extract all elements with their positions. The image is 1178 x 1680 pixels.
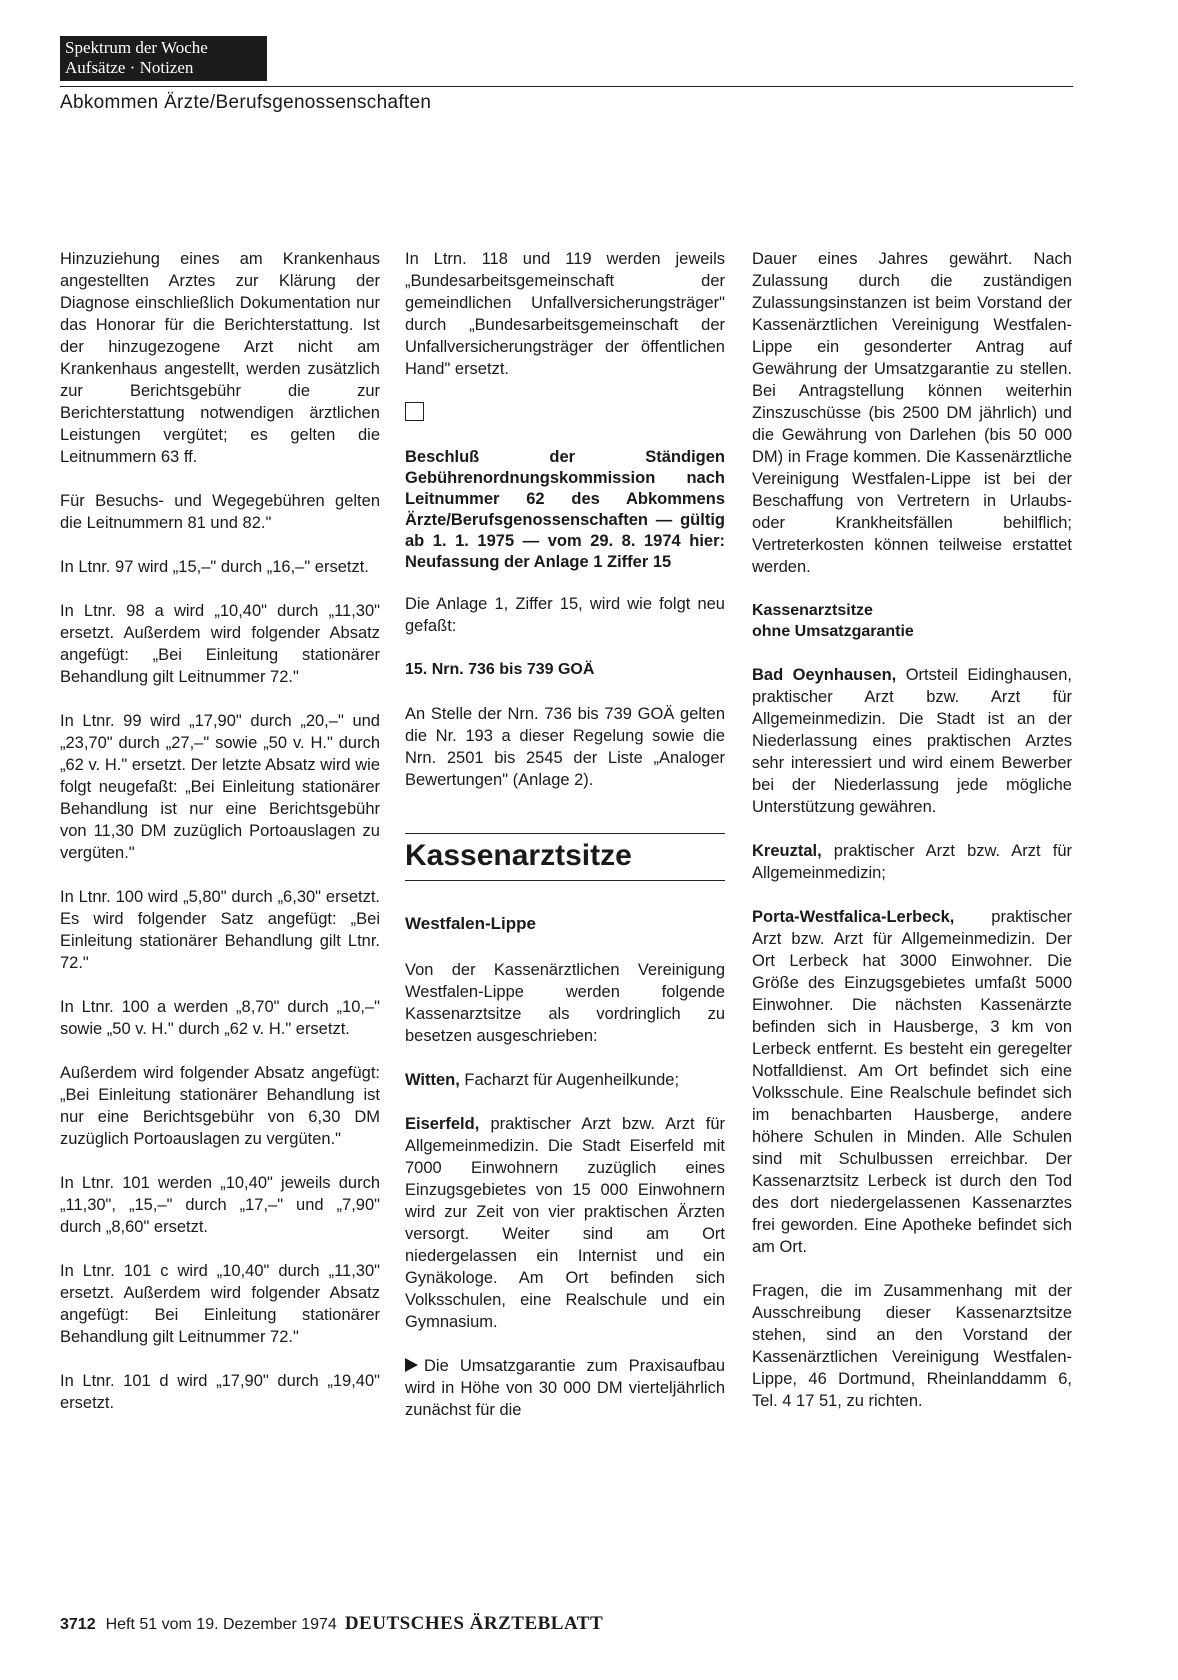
paragraph: In Ltnr. 100 a werden „8,70" durch „10,–" sowie „50 v. H." durch „62 v. H." ersetzt. — [60, 998, 380, 1038]
place-name: Kreuztal, — [752, 842, 822, 860]
place-name: Porta-Westfalica-Lerbeck, — [752, 908, 955, 926]
listing-text: praktischer Arzt bzw. Arzt für Allgemeinmedizin. Die Stadt Eiserfeld mit 7000 Einwohnern zuzüglich eines Einzugsgebietes von 15 000 Einwohnern wird zur Zeit von vier praktischen Ärzten versorgt. Weiter sind am Ort niedergelassen ein Internist und ein Gynäkologe. Am Ort befinden sich Volksschulen, eine Realschule und ein Gymnasium. — [405, 1115, 725, 1331]
paragraph: In Ltnr. 99 wird „17,90" durch „20,–" und „23,70" durch „27,–" sowie „50 v. H." durch „62 v. H." ersetzt. Der letzte Absatz wird wie folgt neugefaßt: „Bei Einleitung stationärer Behandlung ist nur eine Berichtsgebühr von 11,30 DM zuzüglich Portoauslagen zu vergüten." — [60, 712, 380, 862]
paragraph: Für Besuchs- und Wegegebühren gelten die Leitnummern 81 und 82." — [60, 492, 380, 532]
paragraph: In Ltnr. 97 wird „15,–" durch „16,–" ersetzt. — [60, 558, 369, 576]
place-name: Eiserfeld, — [405, 1115, 480, 1133]
listing-porta-westfalica — [752, 906, 1072, 1258]
page-section-title: Abkommen Ärzte/Berufsgenossenschaften — [60, 92, 432, 113]
paragraph: Dauer eines Jahres gewährt. Nach Zulassung durch die zuständigen Zulassungsinstanzen ist beim Vorstand der Kassenärztlichen Vereinigung Westfalen-Lippe ein gesonderter Antrag auf Gewährung der Umsatzgarantie zu stellen. Bei Antragstellung können weiterhin Zinszuschüsse (bis 2500 DM jährlich) und die Gewährung von Darlehen (bis 50 000 DM) in Frage kommen. Die Kassenärztliche Vereinigung Westfalen-Lippe ist bei der Beschaffung von Vertretern in Urlaubs- oder Krankheitsfällen behilflich; Vertreterkosten können teilweise erstattet werden. — [752, 250, 1072, 576]
page-number: 3712 — [60, 1616, 96, 1633]
heading-line: Kassenarztsitze — [752, 602, 873, 619]
paragraph-text: Die Umsatzgarantie zum Praxisaufbau wird in Höhe von 30 000 DM vierteljährlich zunächst für die — [405, 1357, 725, 1419]
column-3 — [752, 248, 1072, 1434]
heading-line: ohne Umsatzgarantie — [752, 623, 914, 640]
triangle-bullet-icon — [405, 1358, 418, 1372]
section-rule-bottom — [405, 880, 725, 881]
paragraph — [405, 1355, 725, 1421]
issue-info: Heft 51 vom 19. Dezember 1974 — [105, 1616, 337, 1633]
listing-kreuztal — [752, 840, 1072, 884]
section-label-box — [60, 36, 267, 81]
kassenarztsitze-section-header — [405, 833, 725, 881]
region-heading: Westfalen-Lippe — [405, 914, 536, 933]
paragraph: Die Anlage 1, Ziffer 15, wird wie folgt neu gefaßt: — [405, 595, 725, 635]
listing-text: praktischer Arzt bzw. Arzt für Allgemeinmedizin; — [752, 842, 1072, 882]
header-divider — [60, 86, 1073, 87]
end-of-article-box-icon — [405, 402, 424, 421]
listing-text: Facharzt für Augenheilkunde; — [459, 1071, 680, 1089]
paragraph: Fragen, die im Zusammenhang mit der Ausschreibung dieser Kassenarztsitze stehen, sind an den Vorstand der Kassenärztlichen Vereinigung Westfalen-Lippe, 46 Dortmund, Rheinlanddamm 6, Tel. 4 17 51, zu richten. — [752, 1282, 1072, 1410]
paragraph: In Ltnr. 100 wird „5,80" durch „6,30" ersetzt. Es wird folgender Satz angefügt: „Bei Einleitung stationärer Behandlung gilt Ltnr. 72." — [60, 888, 380, 972]
place-name: Bad Oeynhausen, — [752, 666, 897, 684]
paragraph: Hinzuziehung eines am Krankenhaus angestellten Arztes zur Klärung der Diagnose einschließlich Dokumentation nur das Honorar für die Berichterstattung. Ist der hinzugezogene Arzt nicht am Krankenhaus angestellt, werden zusätzlich zur Berichtsgebühr die zur Berichterstattung notwendigen ärztlichen Leistungen vergütet; es gelten die Leitnummern 63 ff. — [60, 250, 380, 466]
paragraph: In Ltnr. 98 a wird „10,40" durch „11,30" ersetzt. Außerdem wird folgender Absatz angefügt: „Bei Einleitung stationärer Behandlung gilt Leitnummer 72." — [60, 602, 380, 686]
paragraph: In Ltnr. 101 werden „10,40" jeweils durch „11,30", „15,–" durch „17,–" und „7,90" durch „8,60" ersetzt. — [60, 1174, 380, 1236]
paragraph: Von der Kassenärztlichen Vereinigung Westfalen-Lippe werden folgende Kassenarztsitze als vordringlich zu besetzen ausgeschrieben: — [405, 961, 725, 1045]
section-label-line-1: Spektrum der Woche — [65, 38, 208, 57]
magazine-name: DEUTSCHES ÄRZTEBLATT — [344, 1613, 604, 1634]
paragraph: In Ltnr. 101 c wird „10,40" durch „11,30" ersetzt. Außerdem wird folgender Absatz angefügt: Bei Einleitung stationärer Behandlung gilt Leitnummer 72." — [60, 1262, 380, 1346]
listing-text: praktischer Arzt bzw. Arzt für Allgemeinmedizin. Der Ort Lerbeck hat 3000 Einwohner. Die Größe des Einzugsgebietes umfaßt 5000 Einwohner. Die nächsten Kassenärzte befinden sich in Hausberge, 3 km von Lerbeck entfernt. Es besteht ein geregelter Notfalldienst. Am Ort befindet sich eine Volksschule. Eine Realschule befindet sich im benachbarten Hausberge, andere höhere Schulen in Minden. Alle Schulen sind mit Schulbussen erreichbar. Der Kassenarztsitz Lerbeck ist durch den Tod des dort niedergelassenen Kassenarztes frei geworden. Eine Apotheke befindet sich am Ort. — [752, 908, 1072, 1256]
listing-witten — [405, 1069, 725, 1091]
paragraph: Außerdem wird folgender Absatz angefügt: „Bei Einleitung stationärer Behandlung ist nur eine Berichtsgebühr von 6,30 DM zuzüglich Portoauslagen zu vergüten." — [60, 1064, 380, 1148]
section-label-line-2: Aufsätze · Notizen — [65, 58, 194, 77]
subsection-heading — [752, 600, 1072, 642]
place-name: Witten, — [405, 1071, 460, 1089]
subsection-heading: 15. Nrn. 736 bis 739 GOÄ — [405, 661, 595, 678]
resolution-heading: Beschluß der Ständigen Gebührenordnungskommission nach Leitnummer 62 des Abkommens Ärzte/Berufsgenossenschaften — gültig ab 1. 1. 1975 — vom 29. 8. 1974 hier: Neufassung der Anlage 1 Ziffer 15 — [405, 448, 725, 571]
column-2 — [405, 248, 725, 1443]
paragraph: In Ltnr. 101 d wird „17,90" durch „19,40" ersetzt. — [60, 1372, 380, 1412]
listing-eiserfeld — [405, 1113, 725, 1333]
paragraph: An Stelle der Nrn. 736 bis 739 GOÄ gelten die Nr. 193 a dieser Regelung sowie die Nrn. 2501 bis 2545 der Liste „Analoger Bewertungen" (Anlage 2). — [405, 705, 725, 789]
listing-bad-oeynhausen — [752, 664, 1072, 818]
kassenarztsitze-title: Kassenarztsitze — [405, 839, 632, 872]
page-footer — [60, 1613, 603, 1635]
column-1 — [60, 248, 380, 1436]
listing-text: Ortsteil Eidinghausen, praktischer Arzt bzw. Arzt für Allgemeinmedizin. Die Stadt ist an der Niederlassung eines praktischen Arztes sehr interessiert und wird einem Bewerber bei der Niederlassung jede mögliche Unterstützung gewähren. — [752, 666, 1072, 816]
paragraph: In Ltrn. 118 und 119 werden jeweils „Bundesarbeitsgemeinschaft der gemeindlichen Unfallversicherungsträger" durch „Bundesarbeitsgemeinschaft der Unfallversicherungsträger der öffentlichen Hand" ersetzt. — [405, 250, 725, 378]
